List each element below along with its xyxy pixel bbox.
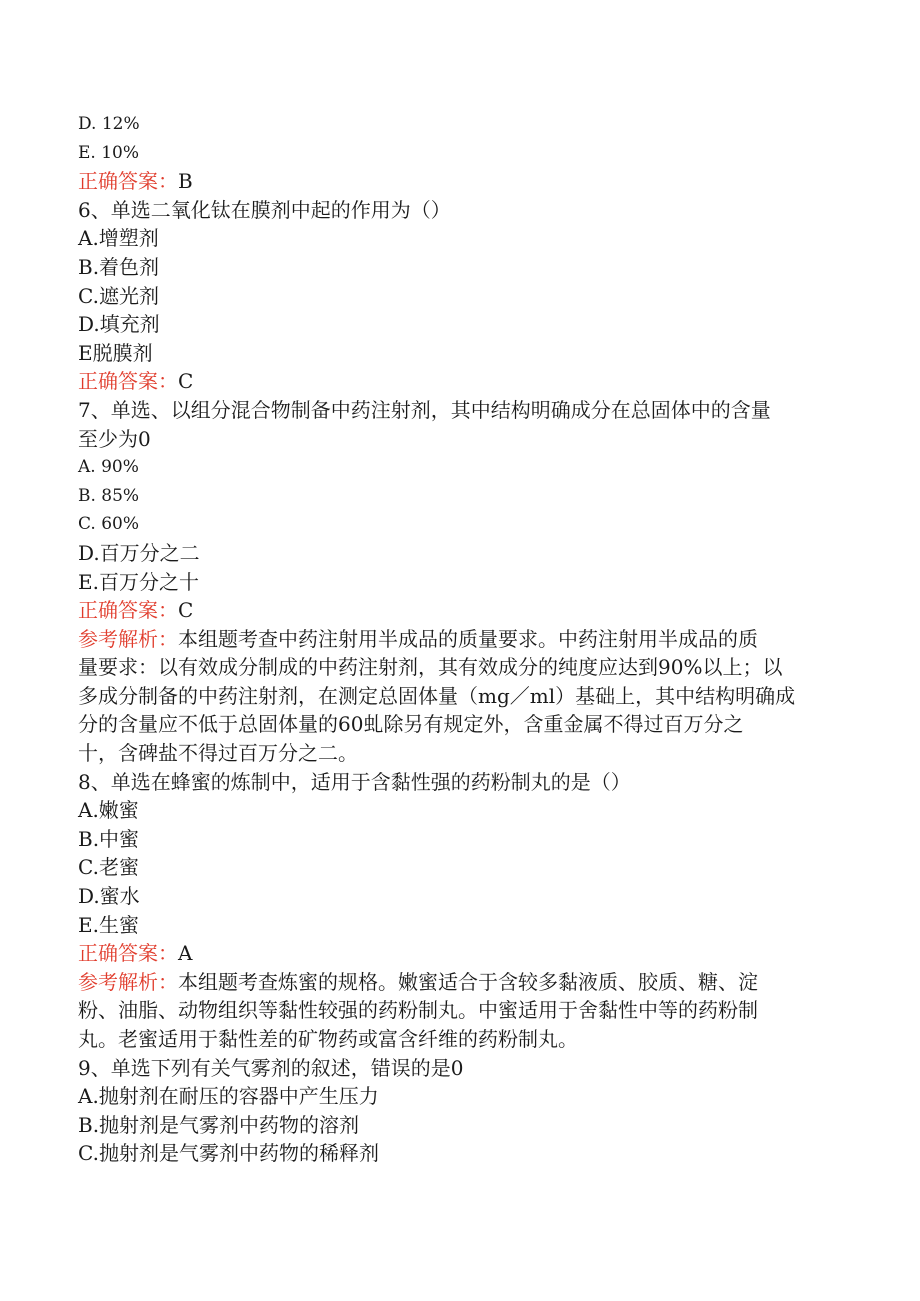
option-q5-e: E. 10% [78,142,140,163]
answer-value: A [178,941,193,966]
answer-label: 正确答案： [78,369,178,394]
answer-value: C [178,369,194,394]
analysis-q7-line-1 [78,625,834,654]
answer-value: C [178,598,194,623]
answer-label: 正确答案： [78,941,178,966]
analysis-q7-line-4: 分的含量应不低于总固体量的60虬除另有规定外，含重金属不得过百万分之 [78,712,744,737]
option-q8-c: C.老蜜 [78,855,139,880]
answer-label: 正确答案： [78,169,178,194]
option-q9-a: A.抛射剂在耐压的容器中产生压力 [78,1084,379,1109]
analysis-q8-line-1 [78,968,834,997]
option-q8-b: B.中蜜 [78,826,140,851]
analysis-text: 本组题考查中药注射用半成品的质量要求。中药注射用半成品的质 [178,626,758,651]
answer-q5 [78,167,834,196]
option-q7-b: B. 85% [78,485,140,506]
option-q7-d: D.百万分之二 [78,540,200,565]
option-q6-e: E脱膜剂 [78,340,153,365]
option-q6-c: C.遮光剂 [78,283,159,308]
analysis-q8-line-2: 粉、油脂、动物组织等黏性较强的药粉制丸。中蜜适用于舍黏性中等的药粉制 [78,998,758,1023]
analysis-q7-line-3: 多成分制备的中药注射剂，在测定总固体量（mg／ml）基础上，其中结构明确成 [78,683,796,708]
question-8: 8、单选在蜂蜜的炼制中，适用于含黏性强的药粉制丸的是（） [78,769,631,794]
document-page [78,110,834,1168]
option-q6-b: B.着色剂 [78,254,160,279]
option-q9-c: C.抛射剂是气雾剂中药物的稀释剂 [78,1141,379,1166]
answer-q6 [78,367,834,396]
option-q7-c: C. 60% [78,514,139,535]
option-q8-d: D.蜜水 [78,884,140,909]
option-q6-d: D.填充剂 [78,312,160,337]
analysis-text: 本组题考查炼蜜的规格。嫩蜜适合于含较多黏液质、胶质、糖、淀 [178,969,758,994]
analysis-q8-line-3: 丸。老蜜适用于黏性差的矿物药或富含纤维的药粉制丸。 [78,1027,578,1051]
analysis-label: 参考解析： [78,626,178,651]
option-q8-a: A.嫩蜜 [78,798,139,823]
question-7-line-1: 7、单选、以组分混合物制备中药注射剂，其中结构明确成分在总固体中的含量 [78,397,771,422]
analysis-q7-line-5: 十，含碑盐不得过百万分之二。 [78,741,358,766]
answer-label: 正确答案： [78,598,178,623]
option-q5-d: D. 12% [78,114,140,134]
option-q7-a: A. 90% [78,457,139,478]
answer-q8 [78,939,834,968]
question-6: 6、单选二氧化钛在膜剂中起的作用为（） [78,197,451,222]
option-q8-e: E.生蜜 [78,912,139,937]
answer-q7 [78,596,834,625]
question-9: 9、单选下列有关气雾剂的叙述，错误的是0 [78,1055,464,1080]
answer-value: B [178,169,193,194]
question-7-line-2: 至少为0 [78,426,151,451]
option-q6-a: A.增塑剂 [78,226,159,251]
analysis-label: 参考解析： [78,969,178,994]
option-q7-e: E.百万分之十 [78,569,199,594]
option-q9-b: B.抛射剂是气雾剂中药物的溶剂 [78,1112,360,1137]
analysis-q7-line-2: 量要求：以有效成分制成的中药注射剂，其有效成分的纯度应达到90%以上；以 [78,655,783,680]
